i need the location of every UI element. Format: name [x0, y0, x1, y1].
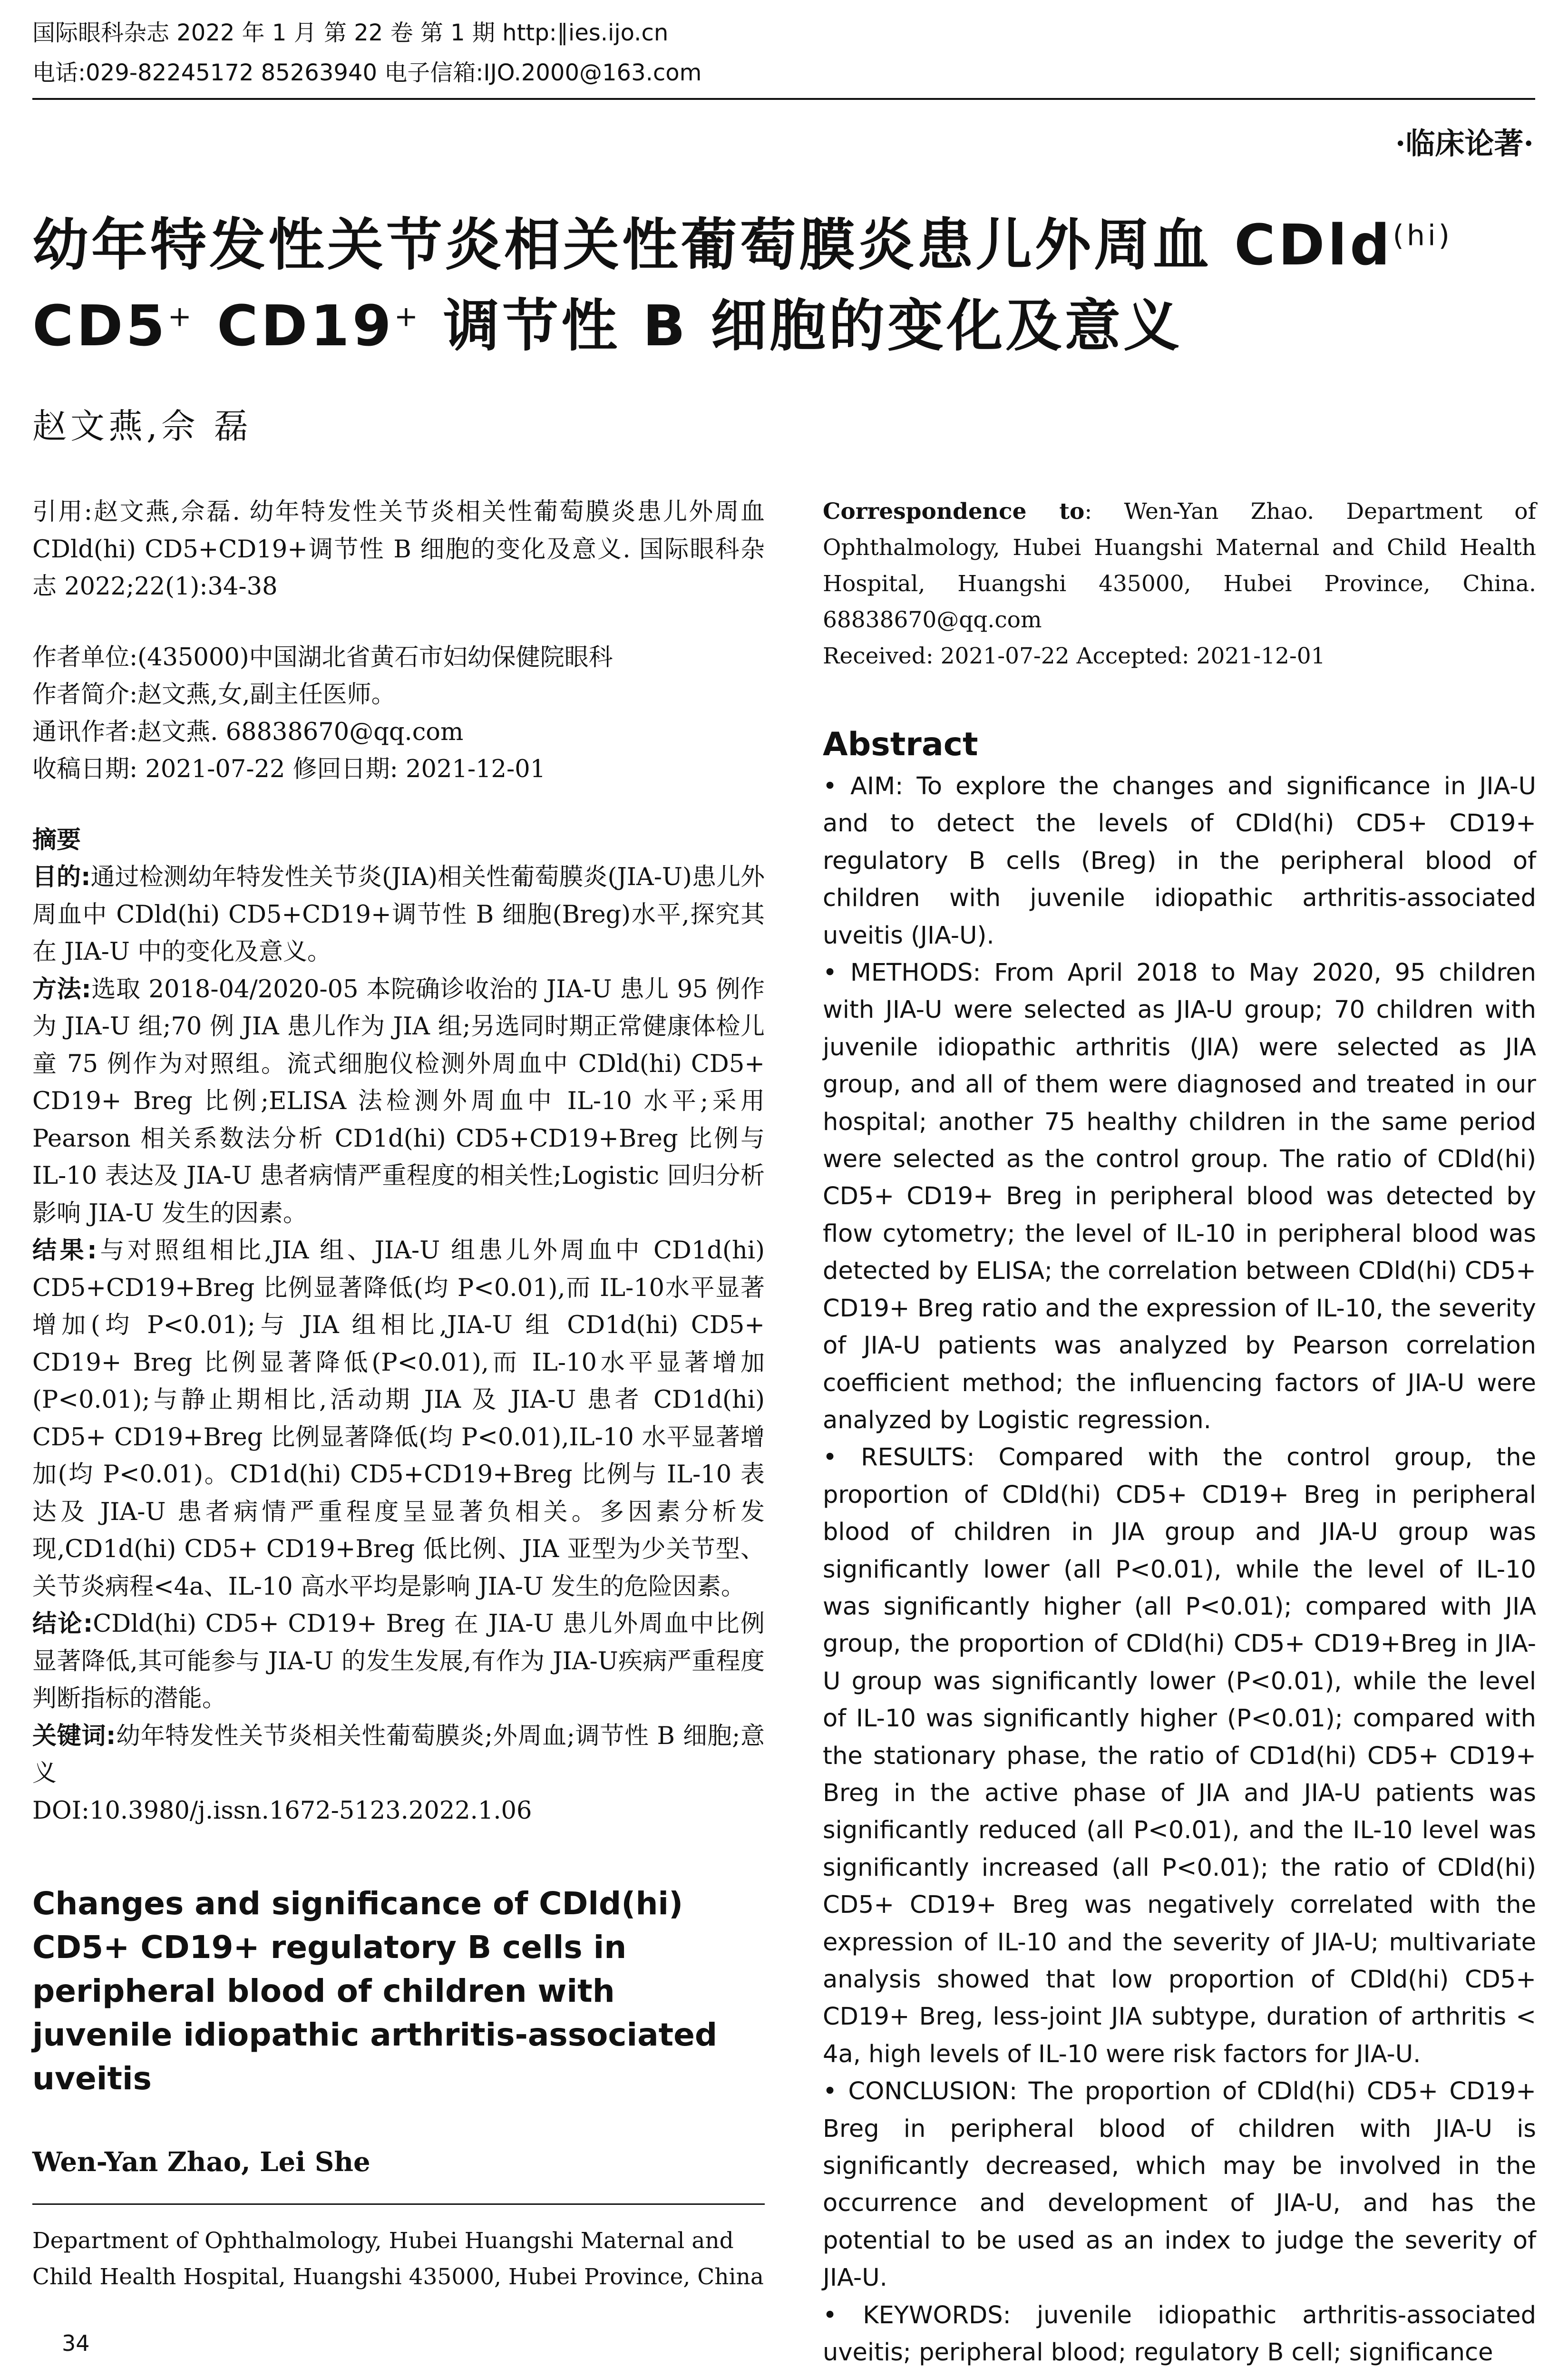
english-authors: Wen-Yan Zhao, Lei She — [32, 2146, 370, 2178]
doi: DOI:10.3980/j.issn.1672-5123.2022.1.06 — [32, 1796, 532, 1825]
abstract-results-en: • RESULTS: Compared with the control group, the proportion of CDld(hi) CD5+ CD19+ Breg in peripheral blood of children in JIA group and JIA-U group was significantly lower (all P<0.01), while the level of IL-10 was significantly higher (all P<0.01); compared with JIA group, the proportion of CDld(hi) CD5+ CD19+Breg in JIA-U group was significantly lower (P<0.01), while the level of IL-10 was significantly higher (P<0.01); compared with the stationary phase, the ratio of CD1d(hi) CD5+ CD19+ Breg in the active phase of JIA and JIA-U patients was significantly reduced (all P<0.01), and the IL-10 level was significantly increased (all P<0.01); the ratio of CDld(hi) CD5+ CD19+ Breg was negatively correlated with the expression of IL-10 and the severity of JIA-U; multivariate analysis showed that low proportion of CDld(hi) CD5+ CD19+ Breg, less-joint JIA subtype, duration of arthritis < 4a, high levels of IL-10 were risk factors for JIA-U. — [823, 1443, 1536, 2068]
section-label: ·临床论著· — [1395, 126, 1534, 161]
right-column — [823, 494, 1536, 2371]
abstract-conclusion-en: • CONCLUSION: The proportion of CDld(hi) CD5+ CD19+ Breg in peripheral blood of children with JIA-U is significantly decreased, which may be involved in the occurrence and development of JIA-U, and has the potential to be used as an index to judge the severity of JIA-U. — [823, 2077, 1536, 2292]
abstract-methods-cn: 方法:选取 2018-04/2020-05 本院确诊收治的 JIA-U 患儿 95 例作为 JIA-U 组;70 例 JIA 患儿作为 JIA 组;另选同时期正常健康体检儿童 75 例作为对照组。流式细胞仪检测外周血中 CDld(hi) CD5+ CD19+ Breg 比例;ELISA 法检测外周血中 IL-10 水平;采用 Pearson 相关系数法分析 CD1d(hi) CD5+CD19+Breg 比例与 IL-10 表达及 JIA-U 患者病情严重程度的相关性;Logistic 回归分析影响 JIA-U 发生的因素。 — [32, 975, 765, 1227]
page-title-line1: 幼年特发性关节炎相关性葡萄膜炎患儿外周血 CDld$^{(hi)}$ — [32, 212, 1453, 278]
journal-header-line1: 国际眼科杂志 2022 年 1 月 第 22 卷 第 1 期 http:∥ies.ijo.cn — [32, 19, 669, 46]
english-affiliation: Department of Ophthalmology, Hubei Huangshi Maternal and Child Health Hospital, Huangshi 435000, Hubei Province, China — [32, 2228, 764, 2290]
abstract-heading-cn: 摘要 — [32, 826, 81, 854]
author-unit: 作者单位:(435000)中国湖北省黄石市妇幼保健院眼科 — [32, 643, 613, 672]
abstract-methods-en: • METHODS: From April 2018 to May 2020, 95 children with JIA-U were selected as JIA-U group; 70 children with juvenile idiopathic arthritis (JIA) were selected as JIA group, and all of them were diagnosed and treated in our hospital; another 75 healthy children in the same period were selected as the control group. The ratio of CDld(hi) CD5+ CD19+ Breg in peripheral blood was detected by flow cytometry; the level of IL-10 in peripheral blood was detected by ELISA; the correlation between CDld(hi) CD5+ CD19+ Breg ratio and the expression of IL-10, the severity of JIA-U patients was analyzed by Pearson correlation coefficient method; the influencing factors of JIA-U were analyzed by Logistic regression. — [823, 959, 1536, 1434]
dates-cn: 收稿日期: 2021-07-22 修回日期: 2021-12-01 — [32, 755, 546, 783]
header-rule — [32, 98, 1535, 100]
author-bio: 作者简介:赵文燕,女,副主任医师。 — [32, 681, 396, 709]
authors-cn: 赵文燕,佘 磊 — [32, 406, 252, 446]
left-column — [32, 494, 765, 2295]
page-number: 34 — [62, 2330, 90, 2356]
abstract-aim-cn: 目的:通过检测幼年特发性关节炎(JIA)相关性葡萄膜炎(JIA-U)患儿外周血中 CDld(hi) CD5+CD19+调节性 B 细胞(Breg)水平,探究其在 JIA-U 中的变化及意义。 — [32, 863, 765, 966]
abstract-conclusion-cn: 结论:CDld(hi) CD5+ CD19+ Breg 在 JIA-U 患儿外周血中比例显著降低,其可能参与 JIA-U 的发生发展,有作为 JIA-U疾病严重程度判断指标的潜能。 — [32, 1610, 765, 1713]
abstract-heading-en: Abstract — [823, 726, 978, 763]
received-dates: Received: 2021-07-22 Accepted: 2021-12-01 — [823, 643, 1325, 669]
keywords-cn: 关键词:幼年特发性关节炎相关性葡萄膜炎;外周血;调节性 B 细胞;意义 — [32, 1722, 765, 1787]
corresponding-author: 通讯作者:赵文燕. 68838670@qq.com — [32, 718, 464, 746]
citation: 引用:赵文燕,佘磊. 幼年特发性关节炎相关性葡萄膜炎患儿外周血 CDld(hi) CD5+CD19+调节性 B 细胞的变化及意义. 国际眼科杂志 2022;22(1):34-38 — [32, 498, 765, 601]
journal-header-line2: 电话:029-82245172 85263940 电子信箱:IJO.2000@163.com — [32, 59, 702, 86]
affil-rule — [32, 2203, 765, 2205]
abstract-aim-en: • AIM: To explore the changes and significance in JIA-U and to detect the levels of CDld(hi) CD5+ CD19+ regulatory B cells (Breg) in the peripheral blood of children with juvenile idiopathic arthritis-associated uveitis (JIA-U). — [823, 772, 1536, 950]
correspondence: Correspondence to: Wen-Yan Zhao. Department of Ophthalmology, Hubei Huangshi Maternal and Child Health Hospital, Huangshi 435000, Hubei Province, China. 68838670@qq.com — [823, 498, 1537, 633]
english-title: Changes and significance of CDld(hi) CD5+ CD19+ regulatory B cells in peripheral blood of children with juvenile idiopathic arthritis-associated uveitis — [32, 1885, 718, 2097]
abstract-results-cn: 结果:与对照组相比,JIA 组、JIA-U 组患儿外周血中 CD1d(hi) CD5+CD19+Breg 比例显著降低(均 P<0.01),而 IL-10水平显著增加(均 P<0.01);与 JIA 组相比,JIA-U 组 CD1d(hi) CD5+ CD19+ Breg 比例显著降低(P<0.01),而 IL-10水平显著增加(P<0.01);与静止期相比,活动期 JIA 及 JIA-U 患者 CD1d(hi) CD5+ CD19+Breg 比例显著降低(均 P<0.01),IL-10 水平显著增加(均 P<0.01)。CD1d(hi) CD5+CD19+Breg 比例与 IL-10 表达及 JIA-U 患者病情严重程度呈显著负相关。多因素分析发现,CD1d(hi) CD5+ CD19+Breg 低比例、JIA 亚型为少关节型、关节炎病程<4a、IL-10 高水平均是影响 JIA-U 发生的危险因素。 — [32, 1237, 765, 1601]
keywords-en: • KEYWORDS: juvenile idiopathic arthritis-associated uveitis; peripheral blood; regulatory B cell; significance — [823, 2301, 1536, 2367]
page-title-line2: CD5+ CD19+ 调节性 B 细胞的变化及意义 — [32, 293, 1183, 359]
